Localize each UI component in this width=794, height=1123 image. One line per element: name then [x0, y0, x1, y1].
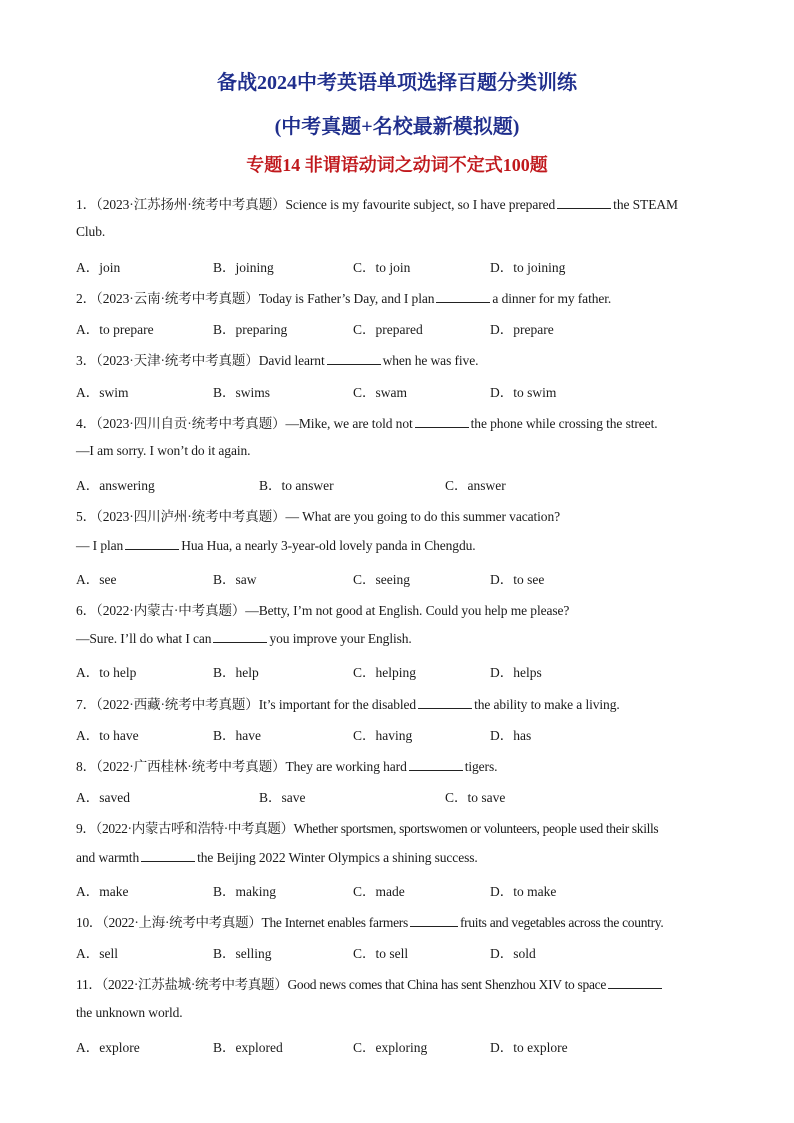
question-11-stem [76, 973, 664, 993]
question-3-text: 3．（2023·天津·统考中考真题）David learnt [76, 353, 325, 368]
question-5-option-b: B．saw [213, 572, 257, 587]
question-4-option-a: A．answering [76, 478, 155, 493]
answer-blank [415, 415, 469, 428]
question-5-stem: 5．（2023·四川泸州·统考中考真题）— What are you going to do this summer vacation? [76, 509, 560, 524]
question-10-stem [76, 911, 663, 931]
question-11-option-a: A．explore [76, 1040, 140, 1055]
question-4-option-b: B．to answer [259, 478, 334, 493]
question-2-text: 2．（2023·云南·统考中考真题）Today is Father’s Day, and I plan [76, 291, 435, 306]
question-5-option-d: D．to see [490, 572, 545, 587]
question-7-option-a: A．to have [76, 728, 139, 743]
question-8-stem [76, 755, 497, 775]
answer-blank [327, 352, 381, 365]
question-7-text: 7．（2022·西藏·统考中考真题）It’s important for the disabled [76, 697, 417, 712]
question-7-text-after: the ability to make a living. [474, 697, 620, 712]
question-1-option-a: A．join [76, 260, 121, 275]
question-11-option-c: C．exploring [353, 1040, 428, 1055]
question-1-stem [76, 193, 678, 213]
question-8-option-c: C．to save [445, 790, 506, 805]
question-7-stem [76, 693, 620, 713]
question-2-text-after: a dinner for my father. [492, 291, 612, 306]
question-1-option-c: C．to join [353, 260, 411, 275]
answer-blank [436, 290, 490, 303]
title: 备战2024中考英语单项选择百题分类训练 [217, 72, 577, 94]
question-8-text: 8．（2022·广西桂林·统考中考真题）They are working hard [76, 759, 407, 774]
question-2-option-d: D．prepare [490, 322, 554, 337]
question-5-option-c: C．seeing [353, 572, 410, 587]
subtitle: (中考真题+名校最新模拟题) [274, 116, 520, 138]
question-6-text: —Sure. I’ll do what I can [76, 631, 212, 646]
question-3-text-after: when he was five. [382, 353, 479, 368]
question-6-text-after: you improve your English. [269, 631, 412, 646]
answer-blank [418, 696, 472, 709]
question-8-option-b: B．save [259, 790, 306, 805]
topic-heading: 专题14 非谓语动词之动词不定式100题 [246, 155, 548, 175]
question-6-option-d: D．helps [490, 665, 542, 680]
question-11-option-b: B．explored [213, 1040, 283, 1055]
question-9-option-a: A．make [76, 884, 129, 899]
question-2-option-c: C．prepared [353, 322, 423, 337]
question-5-text-after: Hua Hua, a nearly 3-year-old lovely panda in Chengdu. [181, 538, 476, 553]
question-9-text: and warmth [76, 850, 140, 865]
question-7-option-d: D．has [490, 728, 532, 743]
question-3-option-a: A．swim [76, 385, 129, 400]
question-5-text: — I plan [76, 538, 124, 553]
question-11-text: 11．（2022·江苏盐城·统考中考真题）Good news comes that China has sent Shenzhou XIV to space [76, 977, 607, 992]
question-6-option-b: B．help [213, 665, 259, 680]
answer-blank [557, 196, 611, 209]
question-11-option-d: D．to explore [490, 1040, 568, 1055]
question-11-stem-line2: the unknown world. [76, 1005, 183, 1020]
answer-blank [125, 537, 179, 550]
answer-blank [141, 849, 195, 862]
question-4-text-after: the phone while crossing the street. [470, 416, 658, 431]
question-8-option-a: A．saved [76, 790, 130, 805]
question-9-text-after: the Beijing 2022 Winter Olympics a shining success. [197, 850, 478, 865]
question-7-option-b: B．have [213, 728, 261, 743]
question-6-option-a: A．to help [76, 665, 137, 680]
question-9-option-d: D．to make [490, 884, 557, 899]
question-4-stem [76, 412, 658, 432]
answer-blank [409, 758, 463, 771]
question-1-stem-line2: Club. [76, 224, 106, 239]
question-3-option-b: B．swims [213, 385, 271, 400]
question-3-stem [76, 349, 478, 369]
question-10-option-b: B．selling [213, 946, 272, 961]
question-6-option-c: C．helping [353, 665, 416, 680]
question-4-option-c: C．answer [445, 478, 506, 493]
question-1-option-b: B．joining [213, 260, 274, 275]
question-2-option-b: B．preparing [213, 322, 288, 337]
question-10-option-d: D．sold [490, 946, 536, 961]
question-10-text: 10．（2022·上海·统考中考真题）The Internet enables farmers [76, 915, 408, 930]
question-7-option-c: C．having [353, 728, 413, 743]
answer-blank [410, 914, 458, 927]
question-9-stem: 9．（2022·内蒙古呼和浩特·中考真题）Whether sportsmen, sportswomen or volunteers, people used their skills [76, 821, 659, 836]
question-6-stem-line2 [76, 630, 412, 647]
question-3-option-c: C．swam [353, 385, 407, 400]
question-9-option-b: B．making [213, 884, 276, 899]
question-1-text-after: the STEAM [613, 197, 678, 212]
question-10-option-c: C．to sell [353, 946, 409, 961]
question-6-stem: 6．（2022·内蒙古·中考真题）—Betty, I’m not good at English. Could you help me please? [76, 603, 570, 618]
question-4-text: 4．（2023·四川自贡·统考中考真题）—Mike, we are told not [76, 416, 413, 431]
question-9-stem-line2 [76, 849, 478, 866]
question-10-option-a: A．sell [76, 946, 118, 961]
answer-blank [608, 976, 662, 989]
answer-blank [213, 630, 267, 643]
question-9-option-c: C．made [353, 884, 405, 899]
question-4-stem-line2: —I am sorry. I won’t do it again. [76, 443, 251, 458]
question-1-text: 1．（2023·江苏扬州·统考中考真题）Science is my favourite subject, so I have prepared [76, 197, 556, 212]
question-3-option-d: D．to swim [490, 385, 557, 400]
question-5-stem-line2 [76, 537, 476, 554]
question-5-option-a: A．see [76, 572, 117, 587]
question-8-text-after: tigers. [464, 759, 498, 774]
question-10-text-after: fruits and vegetables across the country. [459, 915, 664, 930]
question-2-option-a: A．to prepare [76, 322, 154, 337]
question-1-option-d: D．to joining [490, 260, 566, 275]
question-2-stem [76, 287, 611, 307]
